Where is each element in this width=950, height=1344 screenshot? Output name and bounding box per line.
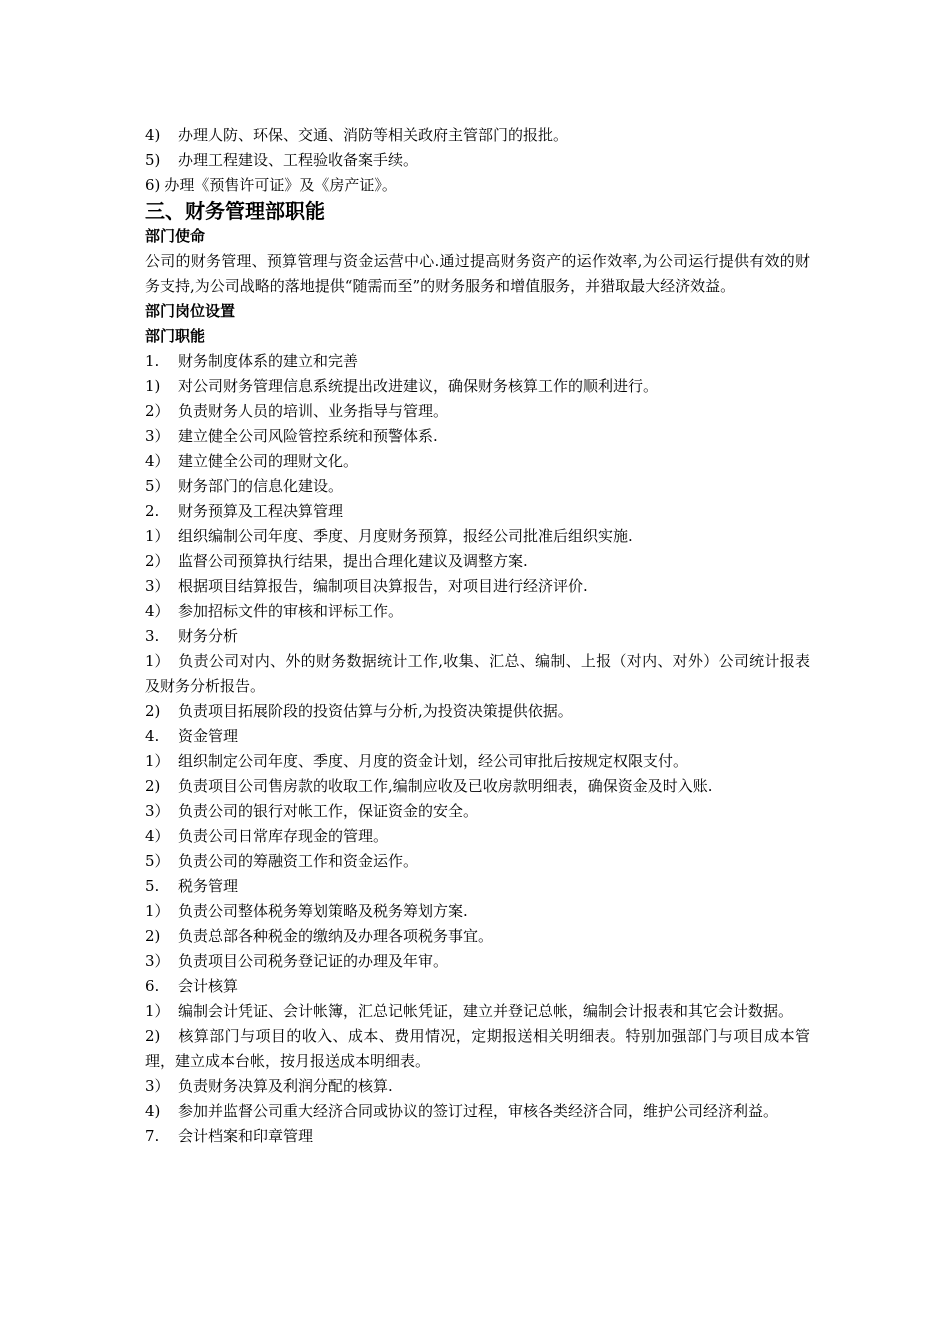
item-text: 建立健全公司风险管控系统和预警体系. [178,427,438,445]
item-number: 3） [145,577,170,595]
list-item [145,123,810,148]
item-number: 5） [145,852,170,870]
item-text: 组织制定公司年度、季度、月度的资金计划，经公司审批后按规定权限支付。 [178,752,689,770]
item-number: 7. [145,1127,160,1145]
item-text: 建立健全公司的理财文化。 [178,452,359,470]
list-item [145,599,810,624]
item-number: 3） [145,427,170,445]
item-number: 4） [145,452,170,470]
duties-heading: 部门职能 [145,327,206,345]
item-number: 4） [145,602,170,620]
item-number: 1） [145,527,170,545]
list-item [145,749,810,774]
item-text: 负责项目公司售房款的收取工作,编制应收及已收房款明细表，确保资金及时入账. [178,777,713,795]
document-page [145,123,810,1149]
list-item [145,624,810,649]
mission-paragraph: 公司的财务管理、预算管理与资金运营中心.通过提高财务资产的运作效率,为公司运行提供有效的财务支持,为公司战略的落地提供“随需而至”的财务服务和增值服务，并猎取最大经济效益。 [145,252,810,295]
list-item [145,1099,810,1124]
item-text: 负责公司对内、外的财务数据统计工作,收集、汇总、编制、上报（对内、对外）公司统计报表及财务分析报告。 [145,652,810,695]
item-text: 会计核算 [178,977,239,995]
list-item [145,924,810,949]
item-text: 会计档案和印章管理 [178,1127,314,1145]
item-number: 2. [145,502,160,520]
list-item [145,173,810,198]
list-item [145,349,810,374]
item-number: 2） [145,552,170,570]
item-text: 负责项目公司税务登记证的办理及年审。 [178,952,449,970]
list-item [145,724,810,749]
list-item [145,374,810,399]
list-item [145,1074,810,1099]
list-item [145,774,810,799]
item-text: 参加招标文件的审核和评标工作。 [178,602,404,620]
mission-heading: 部门使命 [145,227,206,245]
item-text: 编制会计凭证、会计帐簿，汇总记帐凭证，建立并登记总帐，编制会计报表和其它会计数据。 [178,1002,794,1020]
list-item [145,849,810,874]
list-item [145,799,810,824]
item-text: 参加并监督公司重大经济合同或协议的签订过程，审核各类经济合同，维护公司经济利益。 [178,1102,779,1120]
item-number: 5. [145,877,160,895]
item-text: 负责财务人员的培训、业务指导与管理。 [178,402,449,420]
item-number: 1. [145,352,160,370]
item-number: 1） [145,902,170,920]
list-item [145,524,810,549]
item-text: 对公司财务管理信息系统提出改进建议，确保财务核算工作的顺利进行。 [178,377,659,395]
item-text: 监督公司预算执行结果，提出合理化建议及调整方案. [178,552,528,570]
item-number: 6) [145,176,161,194]
item-text: 办理工程建设、工程验收备案手续。 [178,151,419,169]
list-item [145,1024,810,1074]
list-item [145,148,810,173]
top-item-list [145,123,810,198]
item-number: 3. [145,627,160,645]
item-text: 财务预算及工程决算管理 [178,502,344,520]
item-text: 负责项目拓展阶段的投资估算与分析,为投资决策提供依据。 [178,702,573,720]
item-number: 1) [145,377,161,395]
item-number: 1） [145,752,170,770]
list-item [145,699,810,724]
item-text: 负责公司的筹融资工作和资金运作。 [178,852,419,870]
item-number: 3） [145,802,170,820]
list-item [145,974,810,999]
list-item [145,499,810,524]
item-text: 财务制度体系的建立和完善 [178,352,359,370]
item-text: 根据项目结算报告，编制项目决算报告，对项目进行经济评价. [178,577,588,595]
item-number: 3） [145,952,170,970]
item-text: 组织编制公司年度、季度、月度财务预算，报经公司批准后组织实施. [178,527,633,545]
list-item [145,874,810,899]
item-text: 负责公司的银行对帐工作，保证资金的安全。 [178,802,479,820]
item-number: 4) [145,1102,161,1120]
list-item [145,474,810,499]
item-number: 2） [145,402,170,420]
item-text: 资金管理 [178,727,239,745]
item-number: 2) [145,777,161,795]
item-text: 负责总部各种税金的缴纳及办理各项税务事宜。 [178,927,494,945]
section-title: 三、财务管理部职能 [145,199,325,223]
item-text: 财务部门的信息化建设。 [178,477,344,495]
item-text: 负责财务决算及利润分配的核算. [178,1077,393,1095]
list-item [145,449,810,474]
item-number: 5) [145,151,161,169]
item-number: 1） [145,1002,170,1020]
list-item [145,949,810,974]
list-item [145,824,810,849]
list-item [145,574,810,599]
item-text: 核算部门与项目的收入、成本、费用情况，定期报送相关明细表。特别加强部门与项目成本管理，建立成本台帐，按月报送成本明细表。 [145,1027,810,1070]
item-number: 4) [145,126,161,144]
item-number: 2) [145,927,161,945]
item-number: 1） [145,652,170,670]
list-item [145,549,810,574]
list-item [145,399,810,424]
list-item [145,899,810,924]
duties-list [145,349,810,1149]
item-text: 税务管理 [178,877,239,895]
item-number: 2) [145,702,161,720]
item-number: 6. [145,977,160,995]
item-text: 办理《预售许可证》及《房产证》。 [164,176,397,194]
item-number: 2) [145,1027,161,1045]
item-text: 负责公司整体税务筹划策略及税务筹划方案. [178,902,468,920]
item-text: 办理人防、环保、交通、消防等相关政府主管部门的报批。 [178,126,569,144]
item-number: 5） [145,477,170,495]
item-text: 负责公司日常库存现金的管理。 [178,827,389,845]
list-item [145,1124,810,1149]
item-text: 财务分析 [178,627,239,645]
list-item [145,999,810,1024]
list-item [145,649,810,699]
positions-heading: 部门岗位设置 [145,302,236,320]
item-number: 4） [145,827,170,845]
item-number: 4. [145,727,160,745]
item-number: 3） [145,1077,170,1095]
list-item [145,424,810,449]
